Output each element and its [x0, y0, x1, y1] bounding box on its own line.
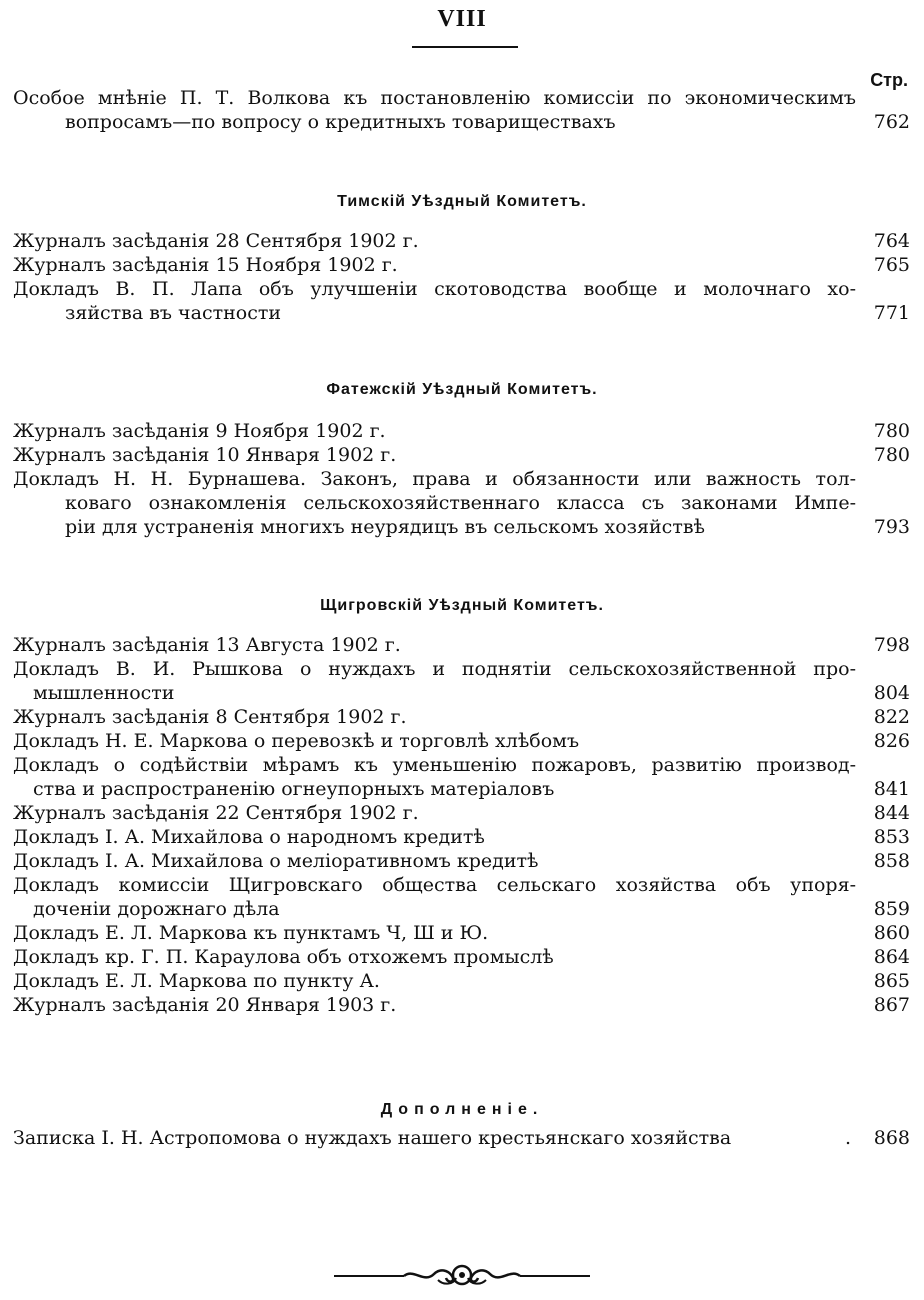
entry-page: 771 — [873, 302, 910, 324]
entry-text: Докладъ Е. Л. Маркова къ пунктамъ Ч, Ш и Ю. — [13, 922, 489, 944]
page-number: VIII — [437, 6, 487, 32]
entry-text: Докладъ В. П. Лапа объ улучшеніи скотоводства вообще и молочнаго хо- — [13, 278, 856, 300]
entry-page: 826 — [873, 730, 910, 752]
entry-page: 853 — [873, 826, 910, 848]
entry-text: мышленности — [33, 682, 175, 704]
entry-text: ріи для устраненія многихъ неурядицъ въ сельскомъ хозяйствѣ — [65, 516, 705, 538]
entry-text: Докладъ Е. Л. Маркова по пункту А. — [13, 970, 380, 992]
entry-text: ства и распространенію огнеупорныхъ матеріаловъ — [33, 778, 555, 800]
section-heading: Тимскій Уѣздный Комитетъ. — [337, 193, 587, 210]
entry-page: 860 — [873, 922, 910, 944]
entry-page: 765 — [873, 254, 910, 276]
entry-text: Журналъ засѣданія 28 Сентября 1902 г. — [13, 230, 419, 252]
entry-page: 858 — [873, 850, 910, 872]
toc-entry — [13, 419, 910, 539]
entry-text: Записка І. Н. Астропомова о нуждахъ нашего крестьянскаго хозяйства — [13, 1127, 732, 1149]
page-column-label: Стр. — [870, 70, 908, 90]
section-heading: Щигровскій Уѣздный Комитетъ. — [320, 597, 604, 614]
entry-page: 822 — [873, 706, 910, 728]
entry-text: Докладъ кр. Г. П. Караулова объ отхожемъ промыслѣ — [13, 946, 554, 968]
entry-text: Журналъ засѣданія 20 Января 1903 г. — [13, 994, 397, 1016]
toc-entry: Записка І. Н. Астропомова о нуждахъ нашего крестьянскаго хозяйства . 868 — [13, 1127, 910, 1149]
entry-text: Особое мнѣніе П. Т. Волкова къ постановленію комиссіи по экономическимъ — [13, 87, 856, 109]
entry-text: Докладъ І. А. Михайлова о народномъ кредитѣ — [13, 826, 485, 848]
entry-text: Журналъ засѣданія 9 Ноября 1902 г. — [13, 420, 386, 442]
entry-text: коваго ознакомленія сельскохозяйственнаго класса съ законами Импе- — [65, 492, 856, 514]
entry-page: 844 — [873, 802, 910, 824]
entry-page: 867 — [873, 994, 910, 1016]
entry-page: 804 — [873, 682, 910, 704]
toc-entry — [13, 86, 910, 134]
entry-text: Докладъ о содѣйствіи мѣрамъ къ уменьшенію пожаровъ, развитію производ- — [13, 754, 856, 776]
section-heading: Дополненіе. — [380, 1101, 544, 1118]
section-heading: Фатежскій Уѣздный Комитетъ. — [326, 381, 598, 398]
entry-page: 798 — [873, 634, 910, 656]
entry-text: Докладъ комиссіи Щигровскаго общества сельскаго хозяйства объ упоря- — [13, 874, 856, 896]
entry-page: 868 — [873, 1127, 910, 1149]
toc-entry — [13, 229, 910, 325]
ornament-divider — [330, 1262, 594, 1286]
entry-page: 762 — [873, 111, 910, 133]
entry-page: 841 — [873, 778, 910, 800]
entry-text: вопросамъ—по вопросу о кредитныхъ товариществахъ — [65, 111, 616, 133]
entry-text: доченіи дорожнаго дѣла — [33, 898, 280, 920]
entry-text: Докладъ Н. Е. Маркова о перевозкѣ и торговлѣ хлѣбомъ — [13, 730, 580, 752]
entry-page: 864 — [873, 946, 910, 968]
entry-page: 793 — [873, 516, 910, 538]
entry-text: Докладъ І. А. Михайлова о меліоративномъ кредитѣ — [13, 850, 539, 872]
entry-page: 865 — [873, 970, 910, 992]
entry-text: Журналъ засѣданія 22 Сентября 1902 г. — [13, 802, 419, 824]
header-rule — [412, 46, 518, 48]
entry-text: Докладъ В. И. Рышкова о нуждахъ и поднятіи сельскохозяйственной про- — [13, 658, 856, 680]
entry-page: 780 — [873, 444, 910, 466]
entry-text: Журналъ засѣданія 10 Января 1902 г. — [13, 444, 397, 466]
toc-entry — [13, 633, 910, 1017]
entry-text: Докладъ Н. Н. Бурнашева. Законъ, права и обязанности или важность тол- — [13, 468, 856, 490]
entry-page: 764 — [873, 230, 910, 252]
entry-text: Журналъ засѣданія 8 Сентября 1902 г. — [13, 706, 407, 728]
entry-page: 780 — [873, 420, 910, 442]
entry-page: 859 — [873, 898, 910, 920]
entry-text: Журналъ засѣданія 13 Августа 1902 г. — [13, 634, 401, 656]
entry-text: зяйства въ частности — [65, 302, 282, 324]
entry-text: Журналъ засѣданія 15 Ноября 1902 г. — [13, 254, 398, 276]
